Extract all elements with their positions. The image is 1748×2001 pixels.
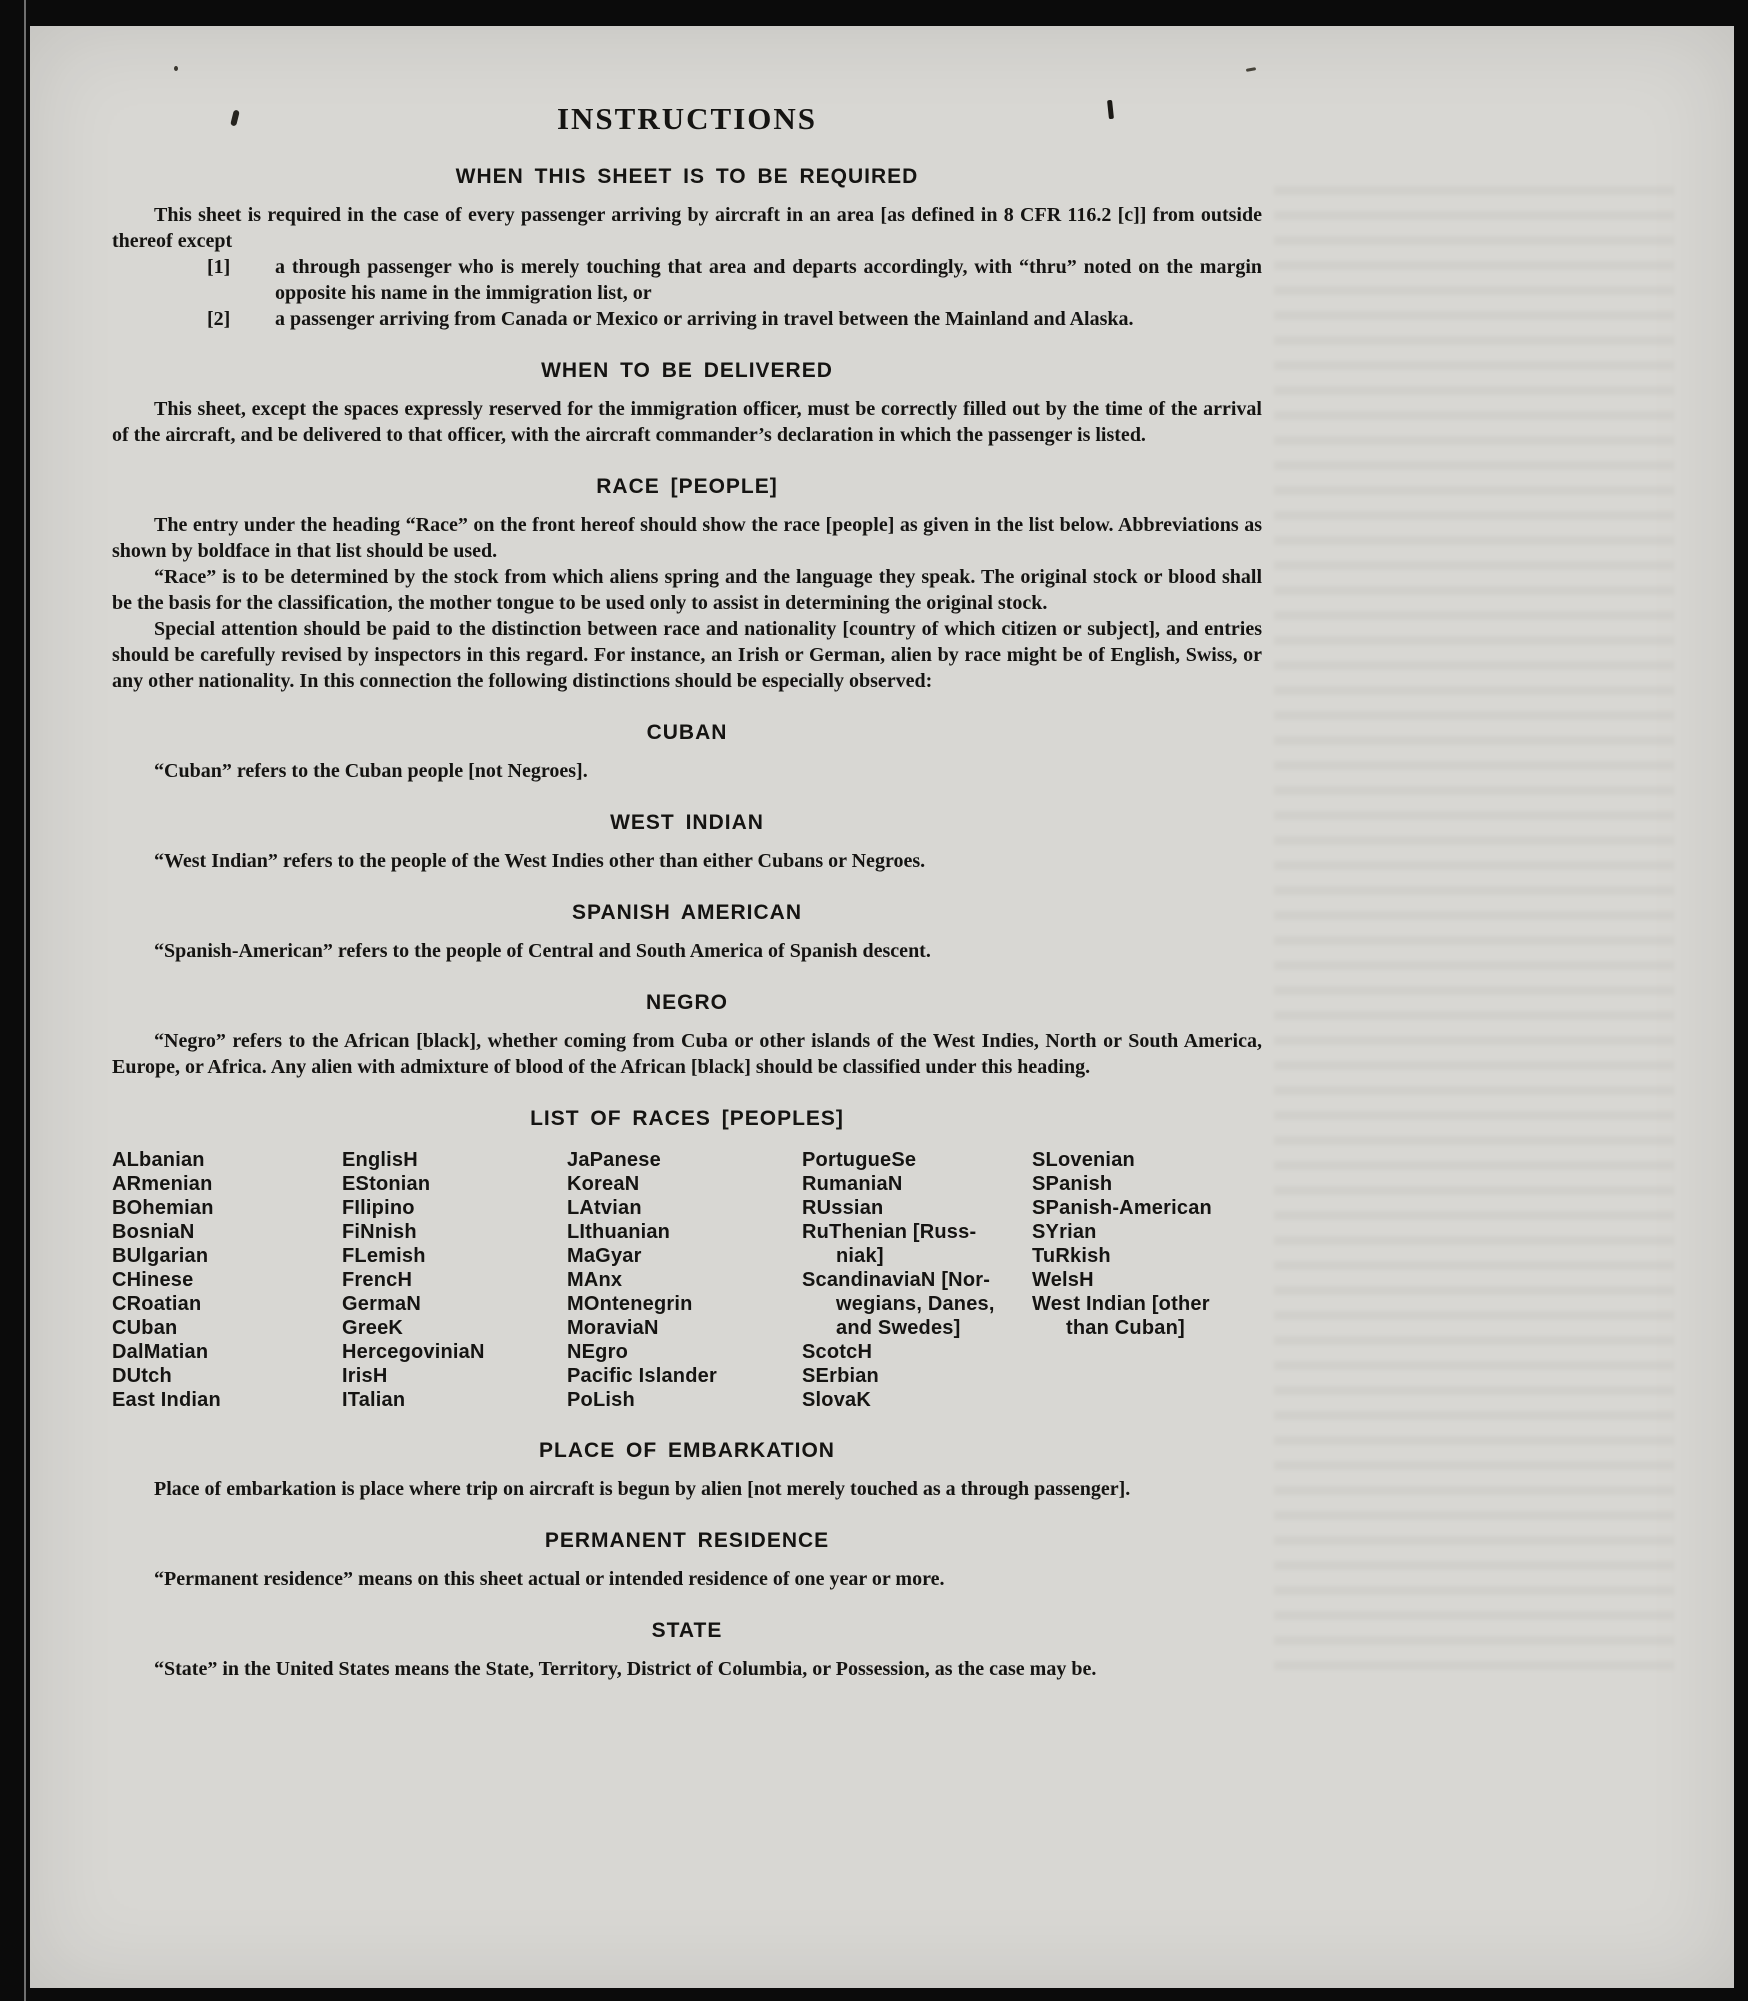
race-item: CRoatian [112, 1293, 202, 1315]
para-negro: “Negro” refers to the African [black], whether coming from Cuba or other islands of the West Indies, North or South America, Europe, or Africa. Any alien with admixture of blood of the African [black] should be classified under this heading. [112, 1030, 1262, 1078]
race-item: FiNnish [342, 1221, 417, 1243]
race-item: SPanish-American [1032, 1197, 1212, 1219]
race-column-5 [1032, 1148, 1262, 1412]
list-item-2-text: a passenger arriving from Canada or Mexico or arriving in travel between the Mainland and Alaska. [275, 308, 1134, 330]
race-item: PortugueSe [802, 1149, 917, 1171]
race-item-continuation: niak] [836, 1245, 884, 1267]
para-race-3: Special attention should be paid to the distinction between race and nationality [country of which citizen or subject], and entries should be carefully revised by inspectors in this regard. For instance, an Irish or German, alien by race might be of English, Swiss, or any other nationality. In this connection the following distinctions should be especially observed: [112, 618, 1262, 692]
list-item-1-text: a through passenger who is merely touching that area and departs accordingly, with “thru” noted on the margin opposite his name in the immigration list, or [275, 256, 1262, 304]
document-title: INSTRUCTIONS [556, 101, 817, 136]
race-item: RumaniaN [802, 1173, 903, 1195]
race-item: ITalian [342, 1389, 406, 1411]
race-item: FIlipino [342, 1197, 415, 1219]
race-item: SlovaK [802, 1389, 872, 1411]
race-item: JaPanese [567, 1149, 661, 1171]
race-item: RUssian [802, 1197, 884, 1219]
race-item: West Indian [other [1032, 1293, 1210, 1315]
race-item: EnglisH [342, 1149, 418, 1171]
heading-negro: NEGRO [645, 991, 728, 1014]
race-item: DUtch [112, 1365, 172, 1387]
list-item-1-label: [1] [207, 256, 231, 278]
race-item: FLemish [342, 1245, 426, 1267]
race-list [112, 1148, 1262, 1412]
race-item: IrisH [342, 1365, 388, 1387]
race-item: CHinese [112, 1269, 194, 1291]
race-item: SErbian [802, 1365, 879, 1387]
race-column-4 [802, 1148, 1032, 1412]
race-item: BUlgarian [112, 1245, 209, 1267]
para-residence: “Permanent residence” means on this sheet actual or intended residence of one year or more. [154, 1568, 945, 1590]
race-item: MaGyar [567, 1245, 642, 1267]
heading-when-required: WHEN THIS SHEET IS TO BE REQUIRED [455, 165, 919, 188]
race-item-continuation: and Swedes] [836, 1317, 961, 1339]
heading-place-of-embarkation: PLACE OF EMBARKATION [539, 1439, 835, 1462]
race-item-continuation: wegians, Danes, [836, 1293, 995, 1315]
list-item-2 [207, 306, 1262, 332]
race-item: DalMatian [112, 1341, 209, 1363]
scan-edge-line [24, 0, 26, 2001]
race-item-continuation: than Cuban] [1066, 1317, 1185, 1339]
race-item: ScotcH [802, 1341, 873, 1363]
para-state: “State” in the United States means the State, Territory, District of Columbia, or Possession, as the case may be. [154, 1658, 1097, 1680]
list-item-2-label: [2] [207, 308, 231, 330]
heading-race: RACE [PEOPLE] [596, 475, 778, 498]
race-item: GreeK [342, 1317, 404, 1339]
race-item: NEgro [567, 1341, 628, 1363]
para-required-intro: This sheet is required in the case of every passenger arriving by aircraft in an area [as defined in 8 CFR 116.2 [c]] from outside thereof except [112, 204, 1262, 252]
list-item-1 [207, 254, 1262, 306]
para-west-indian: “West Indian” refers to the people of the West Indies other than either Cubans or Negroes. [154, 850, 926, 872]
document-page [30, 26, 1734, 1988]
race-item: FrencH [342, 1269, 413, 1291]
race-item: SYrian [1032, 1221, 1097, 1243]
heading-spanish-american: SPANISH AMERICAN [571, 901, 802, 924]
race-item: KoreaN [567, 1173, 640, 1195]
heading-list-of-races: LIST OF RACES [PEOPLES] [530, 1107, 844, 1130]
race-item: SPanish [1032, 1173, 1113, 1195]
race-item: MoraviaN [567, 1317, 659, 1339]
race-item: ScandinaviaN [Nor- [802, 1269, 991, 1291]
document-content [112, 84, 1262, 1682]
race-item: PoLish [567, 1389, 635, 1411]
race-item: LAtvian [567, 1197, 642, 1219]
race-item: MOntenegrin [567, 1293, 693, 1315]
ink-speck-icon [174, 66, 178, 71]
para-race-1: The entry under the heading “Race” on the front hereof should show the race [people] as given in the list below. Abbreviations as shown by boldface in that list should be used. [112, 514, 1262, 562]
ink-speck-icon [1246, 67, 1256, 72]
heading-permanent-residence: PERMANENT RESIDENCE [544, 1529, 830, 1552]
race-item: ARmenian [112, 1173, 213, 1195]
race-item: Pacific Islander [567, 1365, 717, 1387]
race-item: BOhemian [112, 1197, 214, 1219]
heading-when-delivered: WHEN TO BE DELIVERED [541, 359, 833, 382]
race-item: MAnx [567, 1269, 623, 1291]
para-embarkation: Place of embarkation is place where trip on aircraft is begun by alien [not merely touched as a through passenger]. [154, 1478, 1131, 1500]
race-item: CUban [112, 1317, 178, 1339]
race-column-3 [567, 1148, 802, 1412]
race-item: BosniaN [112, 1221, 195, 1243]
race-column-2 [342, 1148, 567, 1412]
race-item: LIthuanian [567, 1221, 671, 1243]
race-item: GermaN [342, 1293, 422, 1315]
race-item: HercegoviniaN [342, 1341, 485, 1363]
page-bleedthrough [1274, 186, 1674, 1686]
para-spanish-american: “Spanish-American” refers to the people of Central and South America of Spanish descent. [154, 940, 931, 962]
heading-cuban: CUBAN [646, 721, 728, 744]
race-item: SLovenian [1032, 1149, 1135, 1171]
para-cuban: “Cuban” refers to the Cuban people [not Negroes]. [154, 760, 588, 782]
heading-west-indian: WEST INDIAN [610, 811, 764, 834]
race-item: EStonian [342, 1173, 431, 1195]
para-delivered: This sheet, except the spaces expressly reserved for the immigration officer, must be correctly filled out by the time of the arrival of the aircraft, and be delivered to that officer, with the aircraft commander’s declaration in which the passenger is listed. [112, 398, 1262, 446]
race-item: ALbanian [112, 1149, 205, 1171]
heading-state: STATE [651, 1619, 723, 1642]
race-item: RuThenian [Russ- [802, 1221, 977, 1243]
race-item: East Indian [112, 1389, 221, 1411]
race-column-1 [112, 1148, 342, 1412]
para-race-2: “Race” is to be determined by the stock from which aliens spring and the language they speak. The original stock or blood shall be the basis for the classification, the mother tongue to be used only to assist in determining the original stock. [112, 566, 1262, 614]
race-item: TuRkish [1032, 1245, 1111, 1267]
race-item: WelsH [1032, 1269, 1094, 1291]
